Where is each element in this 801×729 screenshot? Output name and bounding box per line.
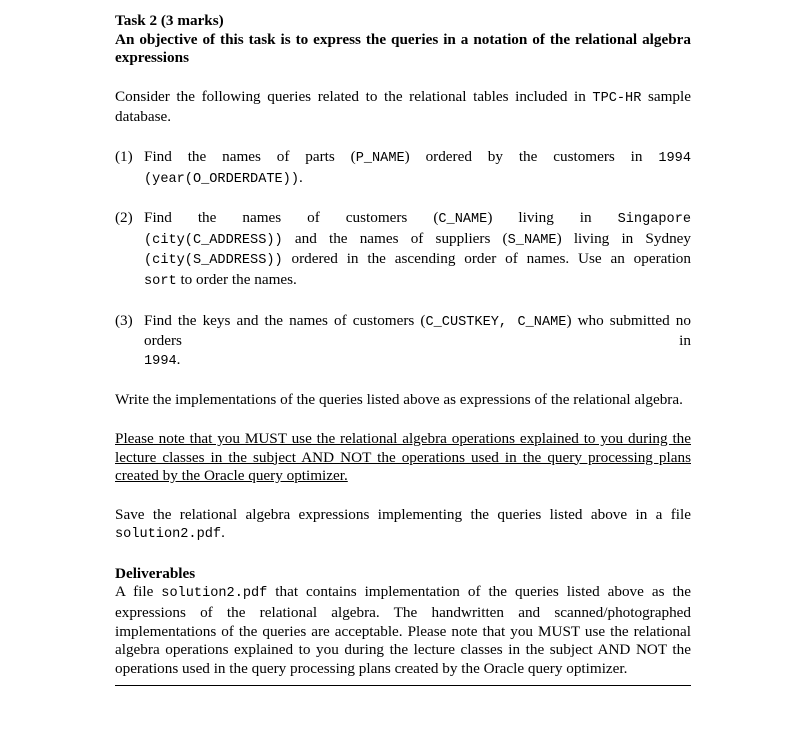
query-code: (year(O_ORDERDATE)) [144,171,299,187]
query-text: Find the names of parts ( [144,147,356,165]
database-name: TPC-HR [592,90,642,106]
query-body [144,312,691,372]
query-text: and the names of suppliers ( [282,229,508,247]
query-code: sort [144,273,177,289]
query-text: ordered in the ascending order of names. Use an operation [282,250,691,268]
important-note: Please note that you MUST use the relational algebra operations explained to you during the lecture classes in the subject AND NOT the operations used in the query processing plans created by the Oracle query optimizer. [115,429,691,485]
save-paragraph [115,506,691,545]
query-code: (city(S_ADDRESS)) [144,253,283,269]
query-number: (2) [115,209,133,227]
query-code: P_NAME [355,150,405,166]
deliverables-paragraph [115,583,691,678]
query-text: Find the names of customers ( [144,209,439,227]
query-number: (3) [115,311,133,329]
query-code: 1994 [144,353,177,369]
document-page [115,12,691,678]
query-code: 1994 [658,150,691,166]
query-code: (city(C_ADDRESS)) [144,232,283,248]
horizontal-rule [115,685,691,686]
query-text: to order the names. [176,270,297,288]
file-name: solution2.pdf [115,527,222,543]
deliverables-heading: Deliverables [115,564,196,582]
file-name: solution2.pdf [161,586,268,602]
query-body [144,209,691,291]
query-line [144,230,691,251]
query-text: . [176,350,181,368]
task-objective: An objective of this task is to express the queries in a notation of the relational algebra expressions [115,30,691,67]
query-text: . [299,168,303,186]
save-text-end: . [221,524,225,542]
query-code: C_NAME [438,212,488,228]
intro-text-end: sample database. [115,87,691,126]
query-text: ) ordered by the customers in [404,147,659,165]
query-line [144,351,691,372]
query-number: (1) [115,147,133,165]
query-body [144,148,691,189]
query-text: ) who submitted no orders in [144,311,691,350]
query-2 [115,209,691,291]
query-text: Find the keys and the names of customers ( [144,311,426,329]
query-line [144,250,691,271]
query-line [144,312,691,351]
query-code: S_NAME [507,232,557,248]
deliverables-text-end: that contains implementation of the queries listed above as the expressions of the relational algebra. The handwritten and scanned/photographed implementations of the queries are acceptable. Please note that you MUST use the relational algebra operations explained to you during the lecture classes in the subject AND NOT the operations used in the query processing plans created by the Oracle query optimizer. [115,583,691,677]
query-line [144,148,691,169]
query-line [144,209,691,230]
query-text: ) living in Sydney [556,229,691,247]
intro-paragraph [115,88,691,127]
query-1 [115,148,691,189]
task-title: Task 2 (3 marks) [115,12,224,29]
deliverables-text: A file [115,583,162,601]
intro-text: Consider the following queries related to the relational tables included in [115,87,593,105]
save-text: Save the relational algebra expressions implementing the queries listed above in a file [115,505,691,523]
instruction-paragraph: Write the implementations of the queries listed above as expressions of the relational algebra. [115,391,683,409]
query-line [144,169,691,190]
query-text: ) living in [487,209,618,227]
query-code: C_CUSTKEY, C_NAME [425,314,567,330]
query-3 [115,312,691,372]
query-code: Singapore [617,212,692,228]
query-line [144,271,691,292]
